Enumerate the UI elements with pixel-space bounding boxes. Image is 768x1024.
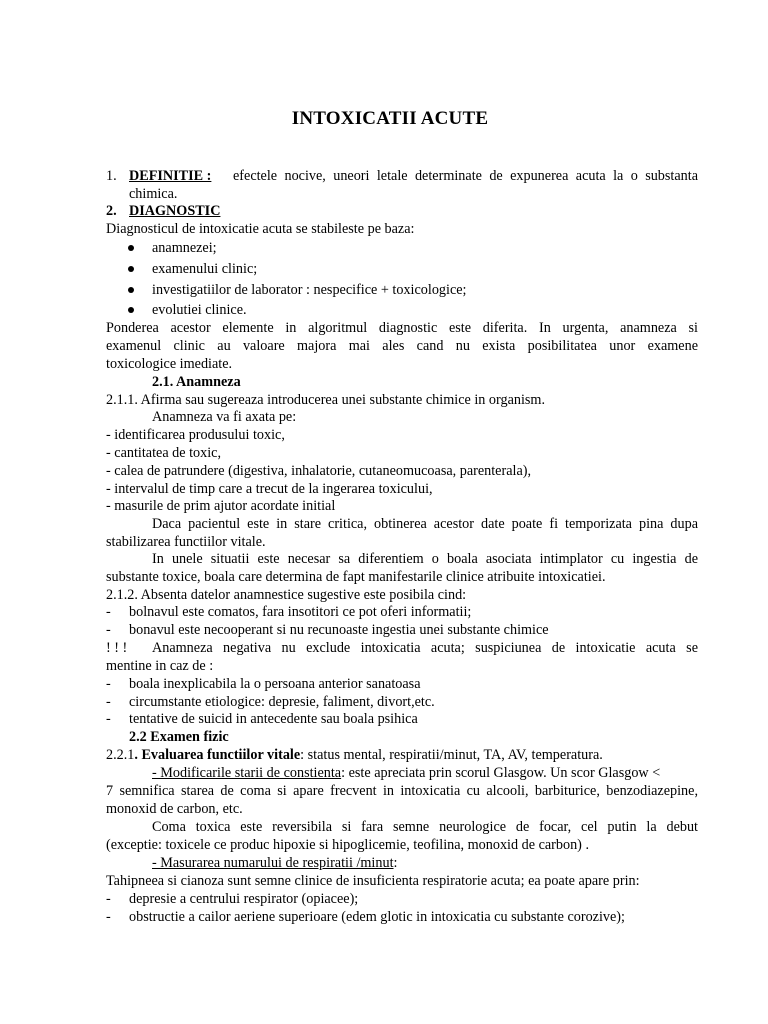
diagnostic-item: anamnezei; — [152, 240, 217, 256]
negative-anamnesis-cont: mentine in caz de : — [106, 658, 214, 674]
anamneza-intro: Anamneza va fi axata pe: — [152, 409, 297, 425]
anamneza-item: - calea de patrundere (digestiva, inhalatorie, cutaneomucoasa, parenterala), — [106, 463, 532, 479]
dash-marker: - — [106, 622, 111, 638]
subsection-2-1-heading: 2.1. Anamneza — [152, 374, 241, 390]
dash-marker: - — [106, 711, 111, 727]
ponderea-paragraph-cont: examenul clinic au valoare majora mai ales cand nu exista posibilitatea unor examene — [106, 338, 698, 354]
tahipneea-item: obstructie a cailor aeriene superioare (edem glotic in intoxicatia cu substante corozive); — [129, 909, 625, 925]
absence-item: bonavul este necooperant si nu recunoaste ingestia unei substante chimice — [129, 622, 549, 638]
tahipneea-item: depresie a centrului respirator (opiacee); — [129, 891, 359, 907]
subsection-2-2-1-line — [106, 746, 698, 764]
situatii-paragraph: In unele situatii este necesar sa diferentiem o boala asociata intimplator cu ingestia de — [152, 551, 698, 567]
subsection-2-1-1: 2.1.1. Afirma sau sugereaza introducerea unei substante chimice in organism. — [106, 392, 546, 408]
tahipneea-paragraph: Tahipneea si cianoza sunt semne clinice de insuficienta respiratorie acuta; ea poate apare prin: — [106, 873, 640, 889]
diagnostic-item: investigatiilor de laborator : nespecifice + toxicologice; — [152, 282, 467, 298]
section-2-number: 2. — [106, 203, 117, 219]
respiration-colon: : — [393, 855, 398, 871]
anamneza-item: - cantitatea de toxic, — [106, 445, 222, 461]
section-2-label: DIAGNOSTIC — [129, 203, 221, 219]
suspicion-item: tentative de suicid in antecedente sau boala psihica — [129, 711, 418, 727]
dash-marker: - — [106, 891, 111, 907]
bullet-icon — [128, 266, 134, 272]
section-1-number: 1. — [106, 168, 117, 184]
absence-item: bolnavul este comatos, fara insotitori ce pot oferi informatii; — [129, 604, 472, 620]
bullet-icon — [128, 245, 134, 251]
vital-functions-text: : status mental, respiratii/minut, TA, AV, temperatura. — [300, 747, 603, 763]
diagnostic-intro: Diagnosticul de intoxicatie acuta se stabileste pe baza: — [106, 221, 415, 237]
respiration-line — [152, 854, 744, 872]
respiration-label: - Masurarea numarului de respiratii /minut — [152, 855, 394, 871]
definition-text-cont: chimica. — [129, 186, 178, 202]
document-title: INTOXICATII ACUTE — [291, 108, 489, 129]
consciousness-label: - Modificarile starii de constienta — [152, 765, 342, 781]
anamneza-item: - masurile de prim ajutor acordate initial — [106, 498, 336, 514]
diagnostic-item: examenului clinic; — [152, 261, 258, 277]
consciousness-text-end: monoxid de carbon, etc. — [106, 801, 243, 817]
situatii-paragraph-end: substante toxice, boala care determina de fapt manifestarile clinice atribuite intoxicatiei. — [106, 569, 606, 585]
consciousness-text: : este apreciata prin scorul Glasgow. Un scor Glasgow < — [341, 765, 661, 781]
dash-marker: - — [106, 604, 111, 620]
diagnostic-item: evolutiei clinice. — [152, 302, 247, 318]
anamneza-item: - intervalul de timp care a trecut de la ingerarea toxicului, — [106, 481, 433, 497]
ponderea-paragraph-end: toxicologice imediate. — [106, 356, 233, 372]
subsection-2-1-2: 2.1.2. Absenta datelor anamnestice sugestive este posibila cind: — [106, 587, 467, 603]
anamneza-item: - identificarea produsului toxic, — [106, 427, 285, 443]
warning-marks: ! ! ! — [106, 640, 128, 656]
suspicion-item: circumstante etiologice: depresie, faliment, divort,etc. — [129, 694, 435, 710]
coma-paragraph-end: (exceptie: toxicele ce produc hipoxie si hipoglicemie, teofilina, monoxid de carbon) . — [106, 837, 589, 853]
dash-marker: - — [106, 676, 111, 692]
vital-functions-label: . Evaluarea functiilor vitale — [134, 747, 301, 763]
critica-paragraph: Daca pacientul este in stare critica, obtinerea acestor date poate fi temporizata pina dupa — [152, 516, 698, 532]
consciousness-text-cont: 7 semnifica starea de coma si apare frecvent in intoxicatia cu alcooli, barbiturice, benzodiazepine, — [106, 783, 698, 799]
critica-paragraph-end: stabilizarea functiilor vitale. — [106, 534, 266, 550]
bullet-icon — [128, 287, 134, 293]
dash-marker: - — [106, 694, 111, 710]
bullet-icon — [128, 307, 134, 313]
consciousness-line — [152, 764, 698, 782]
ponderea-paragraph: Ponderea acestor elemente in algoritmul diagnostic este diferita. In urgenta, anamneza si — [106, 320, 698, 336]
section-1-label: DEFINITIE : — [129, 168, 212, 184]
definition-text: efectele nocive, uneori letale determinate de expunerea acuta la o substanta — [233, 168, 698, 184]
subsection-2-2-heading: 2.2 Examen fizic — [129, 729, 229, 745]
subsection-2-2-1-number: 2.2.1 — [106, 747, 135, 763]
suspicion-item: boala inexplicabila la o persoana anterior sanatoasa — [129, 676, 421, 692]
coma-paragraph: Coma toxica este reversibila si fara semne neurologice de focar, cel putin la debut — [152, 819, 698, 835]
dash-marker: - — [106, 909, 111, 925]
negative-anamnesis-text: Anamneza negativa nu exclude intoxicatia acuta; suspiciunea de intoxicatie acuta se — [152, 640, 698, 656]
